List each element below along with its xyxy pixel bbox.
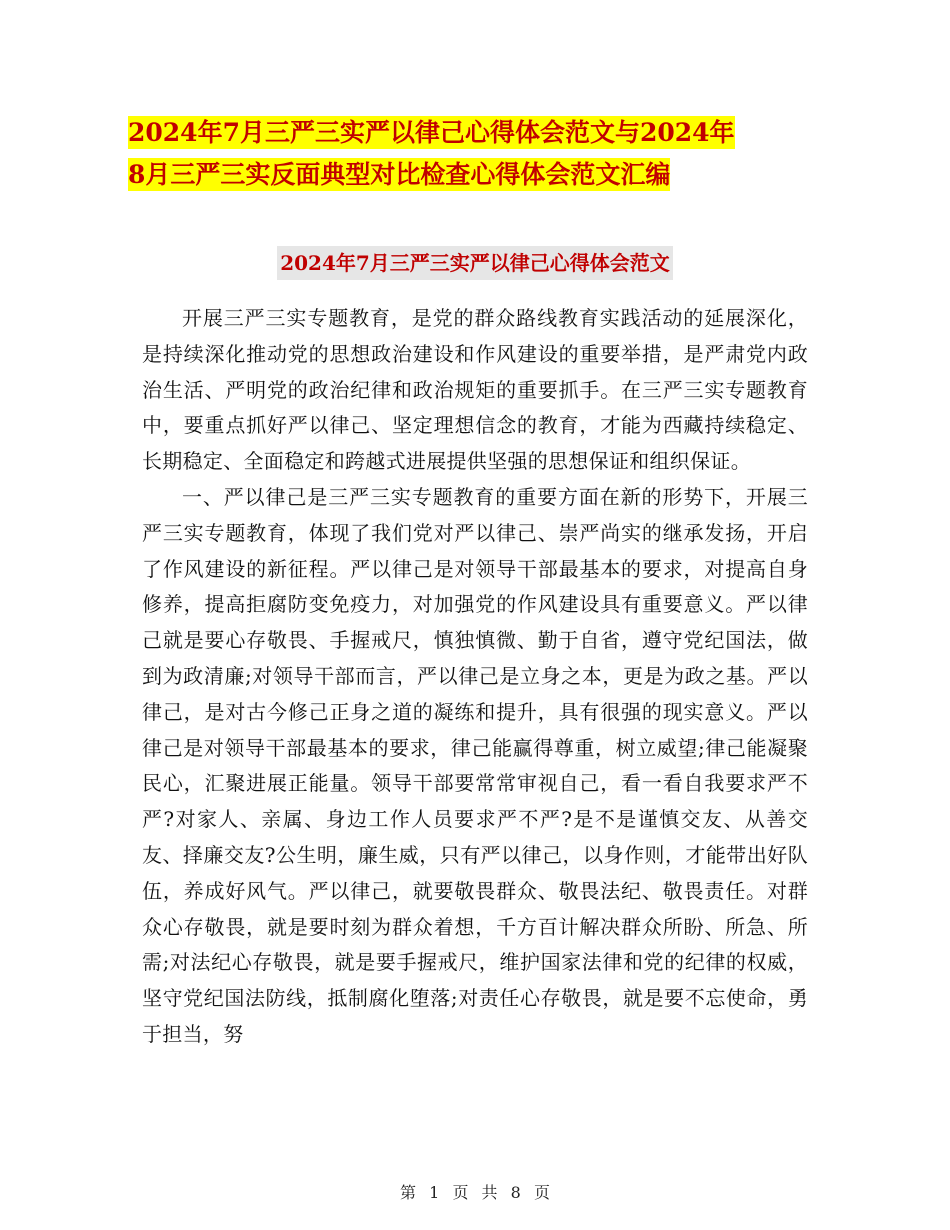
section-heading-text: 2024年7月三严三实严以律己心得体会范文 bbox=[277, 246, 673, 280]
footer-total-unit: 页 bbox=[533, 1183, 550, 1202]
footer-total-prefix: 共 bbox=[481, 1183, 498, 1202]
footer-prefix: 第 bbox=[400, 1183, 417, 1202]
document-title bbox=[128, 112, 828, 196]
title-line-2: 8月三严三实反面典型对比检查心得体会范文汇编 bbox=[128, 160, 671, 189]
footer-total-pages: 8 bbox=[510, 1183, 521, 1202]
page-footer bbox=[0, 1182, 950, 1204]
body-text bbox=[142, 301, 808, 1053]
title-line-1: 2024年7月三严三实严以律己心得体会范文与2024年 bbox=[128, 118, 735, 147]
section-heading bbox=[0, 246, 950, 280]
paragraph-1: 开展三严三实专题教育，是党的群众路线教育实践活动的延展深化，是持续深化推动党的思想政治建设和作风建设的重要举措，是严肃党内政治生活、严明党的政治纪律和政治规矩的重要抓手。在三严三实专题教育中，要重点抓好严以律己、坚定理想信念的教育，才能为西藏持续稳定、长期稳定、全面稳定和跨越式进展提供坚强的思想保证和组织保证。 bbox=[142, 306, 808, 474]
footer-page-unit: 页 bbox=[452, 1183, 469, 1202]
footer-page-number: 1 bbox=[429, 1183, 440, 1202]
paragraph-2: 一、严以律己是三严三实专题教育的重要方面在新的形势下，开展三严三实专题教育，体现了我们党对严以律己、崇严尚实的继承发扬，开启了作风建设的新征程。严以律己是对领导干部最基本的要求，对提高自身修养，提高拒腐防变免疫力，对加强党的作风建设具有重要意义。严以律己就是要心存敬畏、手握戒尺，慎独慎微、勤于自省，遵守党纪国法，做到为政清廉;对领导干部而言，严以律己是立身之本，更是为政之基。严以律己，是对古今修己正身之道的凝练和提升，具有很强的现实意义。严以律己是对领导干部最基本的要求，律己能赢得尊重，树立威望;律己能凝聚民心，汇聚进展正能量。领导干部要常常审视自己，看一看自我要求严不严?对家人、亲属、身边工作人员要求严不严?是不是谨慎交友、从善交友、择廉交友?公生明，廉生威，只有严以律己，以身作则，才能带出好队伍，养成好风气。严以律己，就要敬畏群众、敬畏法纪、敬畏责任。对群众心存敬畏，就是要时刻为群众着想，千方百计解决群众所盼、所急、所需;对法纪心存敬畏，就是要手握戒尺，维护国家法律和党的纪律的权威，坚守党纪国法防线，抵制腐化堕落;对责任心存敬畏，就是要不忘使命，勇于担当，努 bbox=[142, 484, 808, 1046]
